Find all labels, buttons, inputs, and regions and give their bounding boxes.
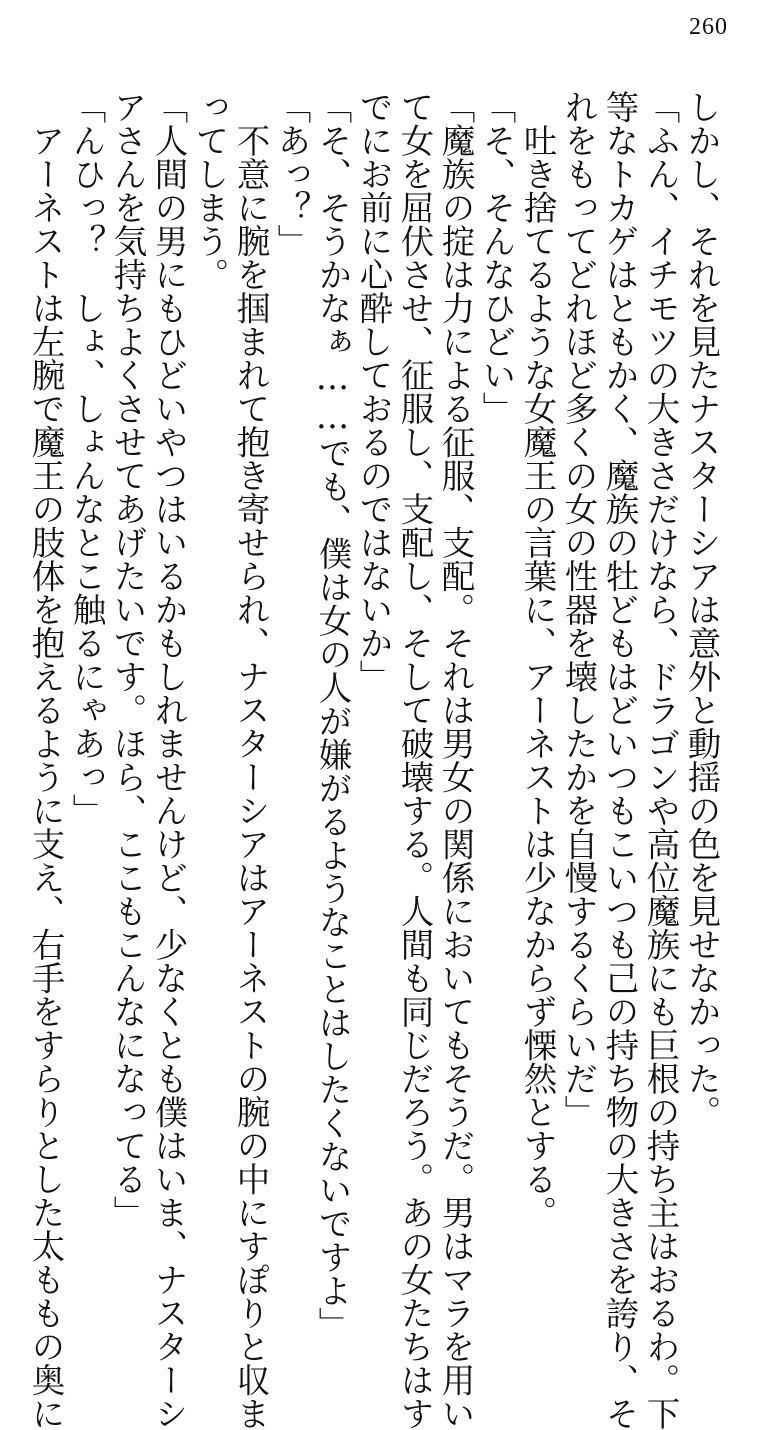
text-line: 「ふん、イチモツの大きさだけなら、ドラゴンや高位魔族にも巨根の持ち主はおるわ。下 <box>641 90 680 1430</box>
text-line: アーネストは左腕で魔王の肢体を抱えるように支え、右手をすらりとした太ももの奥に <box>26 90 65 1430</box>
text-line: 吐き捨てるような女魔王の言葉に、アーネストは少なからず慄然とする。 <box>518 90 557 1229</box>
text-line: 「んひっ？ しょ、しょんなとこ触るにゃあっ」 <box>67 90 106 827</box>
text-line: 等なトカゲはともかく、魔族の牡どもはどいつもこいつも己の持ち物の大きさを誇り、そ <box>600 90 639 1430</box>
text-line: 「人間の男にもひどいやつはいるかもしれませんけど、少なくとも僕はいま、ナスターシ <box>149 90 188 1430</box>
text-line: て女を屈伏させ、征服し、支配し、そして破壊する。人間も同じだろう。あの女たちはす <box>395 90 434 1430</box>
text-line: ってしまう。 <box>190 90 229 291</box>
text-line: れをもってどれほど多くの女の性器を壊したかを自慢するくらいだ」 <box>559 90 598 1129</box>
page-number: 260 <box>689 14 728 40</box>
text-line: 「魔族の掟は力による征服、支配。それは男女の関係においてもそうだ。男はマラを用い <box>436 90 475 1430</box>
text-line: でにお前に心酔しておるのではないか」 <box>354 90 393 693</box>
text-line: アさんを気持ちよくさせてあげたいです。ほら、ここもこんなになってる」 <box>108 90 147 1229</box>
text-line: 不意に腕を掴まれて抱き寄せられ、ナスターシアはアーネストの腕の中にすぽりと収ま <box>231 90 270 1430</box>
text-line: しかし、それを見たナスターシアは意外と動揺の色を見せなかった。 <box>682 90 721 1129</box>
text-line: 「そ、そんなひどい」 <box>477 90 516 425</box>
text-line: 「あっ？」 <box>272 90 311 258</box>
text-line: 「そ、そうかなぁ……でも、僕は女の人が嫌がるようなことはしたくないですよ」 <box>313 90 352 1341</box>
vertical-body-text <box>26 90 722 1430</box>
